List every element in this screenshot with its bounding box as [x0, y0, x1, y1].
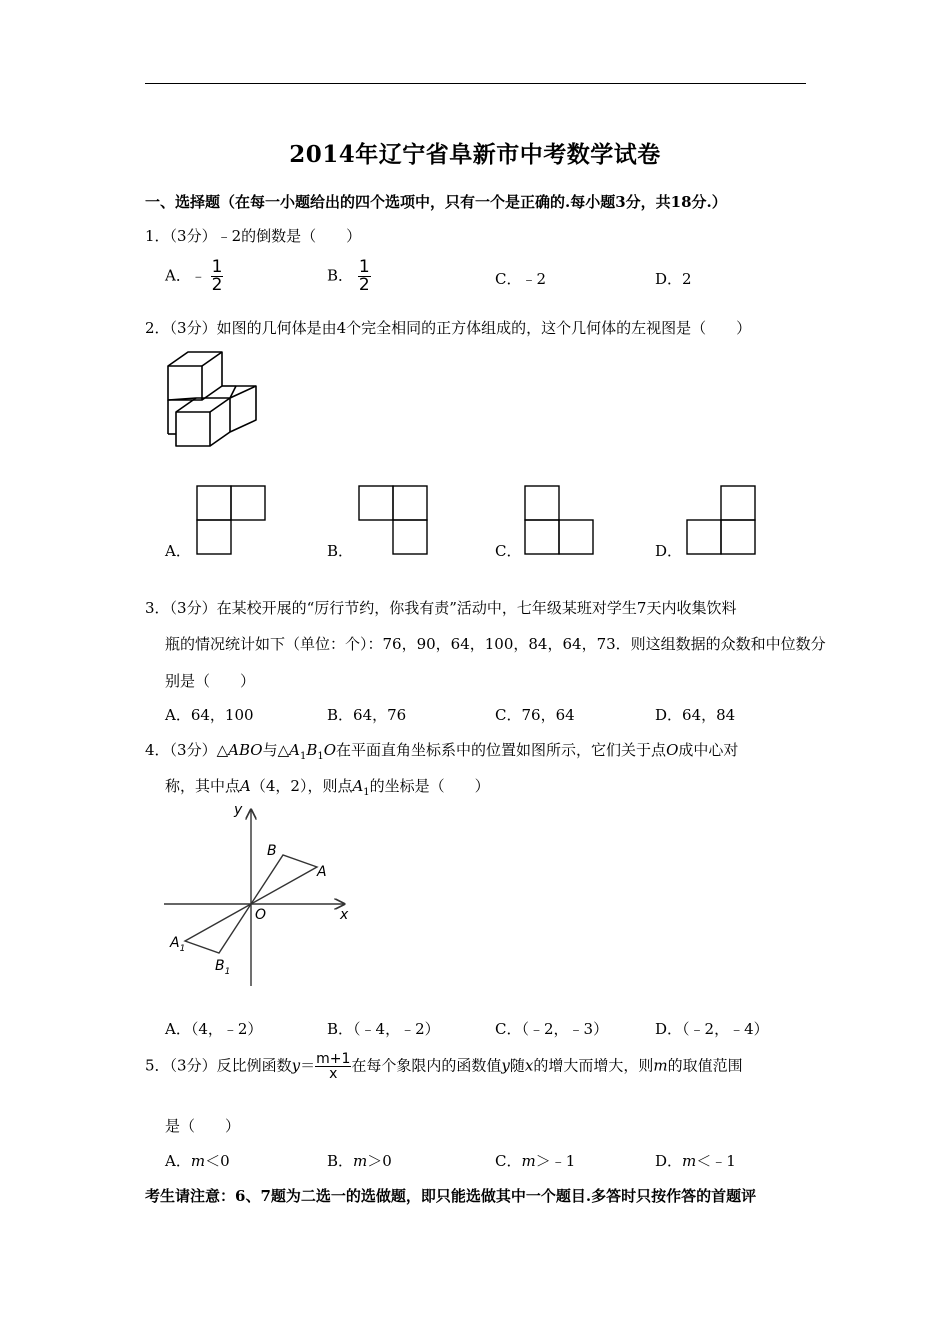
q3-line1: 3．（3分）在某校开展的“厉行节约，你我有责”活动中，七年级某班对学生7天内收集饮料: [145, 599, 737, 617]
triangle-abo: [251, 855, 317, 904]
q5-option-a[interactable]: A．m＜0: [165, 1152, 230, 1170]
q2-option-b-label[interactable]: B．: [327, 542, 354, 560]
q4-line2: 称，其中点A（4，2），则点$A_1$的坐标是（ ）: [165, 777, 490, 798]
q1-a-fraction: $\frac{1}{2}$: [211, 257, 223, 295]
x-axis-label: x: [340, 907, 349, 923]
q1-option-c[interactable]: C．﹣2: [495, 270, 547, 288]
q4-line1: 4．（3分）△ABO与$\triangle A_1B_1O$在平面直角坐标系中的位置如图所示，它们关于点O成中心对: [145, 741, 739, 762]
section-heading: 一、选择题（在每一小题给出的四个选项中，只有一个是正确的.每小题3分，共18分.）: [145, 193, 727, 211]
note-text: 考生请注意：6、7题为二选一的选做题，即只能选做其中一个题目.多答时只按作答的首题评: [145, 1187, 757, 1205]
q3-option-b[interactable]: B．64，76: [327, 706, 407, 724]
q2-option-b-figure[interactable]: [358, 485, 428, 555]
q3-option-a[interactable]: A．64，100: [165, 706, 254, 724]
point-a-label: A: [317, 864, 327, 880]
q1-b-fraction: $\frac{1}{2}$: [358, 257, 370, 295]
q2-option-c-figure[interactable]: [524, 485, 594, 555]
triangle-a1b1o: [185, 904, 251, 953]
q2-option-a-figure[interactable]: [196, 485, 266, 555]
q1-stem: 1．（3分）﹣2的倒数是（ ）: [145, 227, 362, 245]
q4-option-a[interactable]: A．（4，﹣2）: [165, 1020, 263, 1038]
q5-fraction: $\frac{m+1}{x}$: [316, 1051, 351, 1082]
q3-line3: 别是（ ）: [165, 672, 256, 690]
page-title: 2014年辽宁省阜新市中考数学试卷: [289, 141, 661, 168]
origin-label: O: [255, 907, 267, 923]
point-a1-label: $A_1$: [170, 935, 186, 954]
q5-option-d[interactable]: D．m＜﹣1: [655, 1152, 736, 1170]
q1-option-d[interactable]: D．2: [655, 270, 692, 288]
q3-line2: 瓶的情况统计如下（单位：个）：76，90，64，100，84，64，73．则这组数据的众数和中位数分: [165, 635, 826, 653]
q4-coordinate-figure: [162, 800, 362, 990]
q4-option-b[interactable]: B．（﹣4，﹣2）: [327, 1020, 440, 1038]
q2-option-d-figure[interactable]: [686, 485, 756, 555]
q5-line2: 是（ ）: [165, 1117, 241, 1135]
q2-option-c-label[interactable]: C．: [495, 542, 522, 560]
q4-option-d[interactable]: D．（﹣2，﹣4）: [655, 1020, 769, 1038]
q5-option-b[interactable]: B．m＞0: [327, 1152, 392, 1170]
q5-option-c[interactable]: C．m＞﹣1: [495, 1152, 576, 1170]
header-rule: [145, 83, 806, 84]
q2-stem: 2．（3分）如图的几何体是由4个完全相同的正方体组成的，这个几何体的左视图是（ ）: [145, 319, 752, 337]
point-b-label: B: [267, 843, 277, 859]
q1-option-b[interactable]: B． $\frac{1}{2}$: [327, 257, 370, 295]
q2-cube-figure: [160, 348, 270, 454]
q1-option-a[interactable]: A．﹣ $\frac{1}{2}$: [165, 257, 223, 295]
y-axis-label: y: [234, 802, 243, 818]
point-b1-label: $B_1$: [215, 958, 231, 977]
q2-option-a-label[interactable]: A．: [165, 542, 191, 560]
q4-option-c[interactable]: C．（﹣2，﹣3）: [495, 1020, 609, 1038]
q3-option-c[interactable]: C．76，64: [495, 706, 575, 724]
q3-option-d[interactable]: D．64，84: [655, 706, 736, 724]
q5-line1: 5．（3分）反比例函数y＝ $\frac{m+1}{x}$ 在每个象限内的函数值y随x的增大而增大，则m的取值范围: [145, 1051, 743, 1082]
q2-option-d-label[interactable]: D．: [655, 542, 683, 560]
